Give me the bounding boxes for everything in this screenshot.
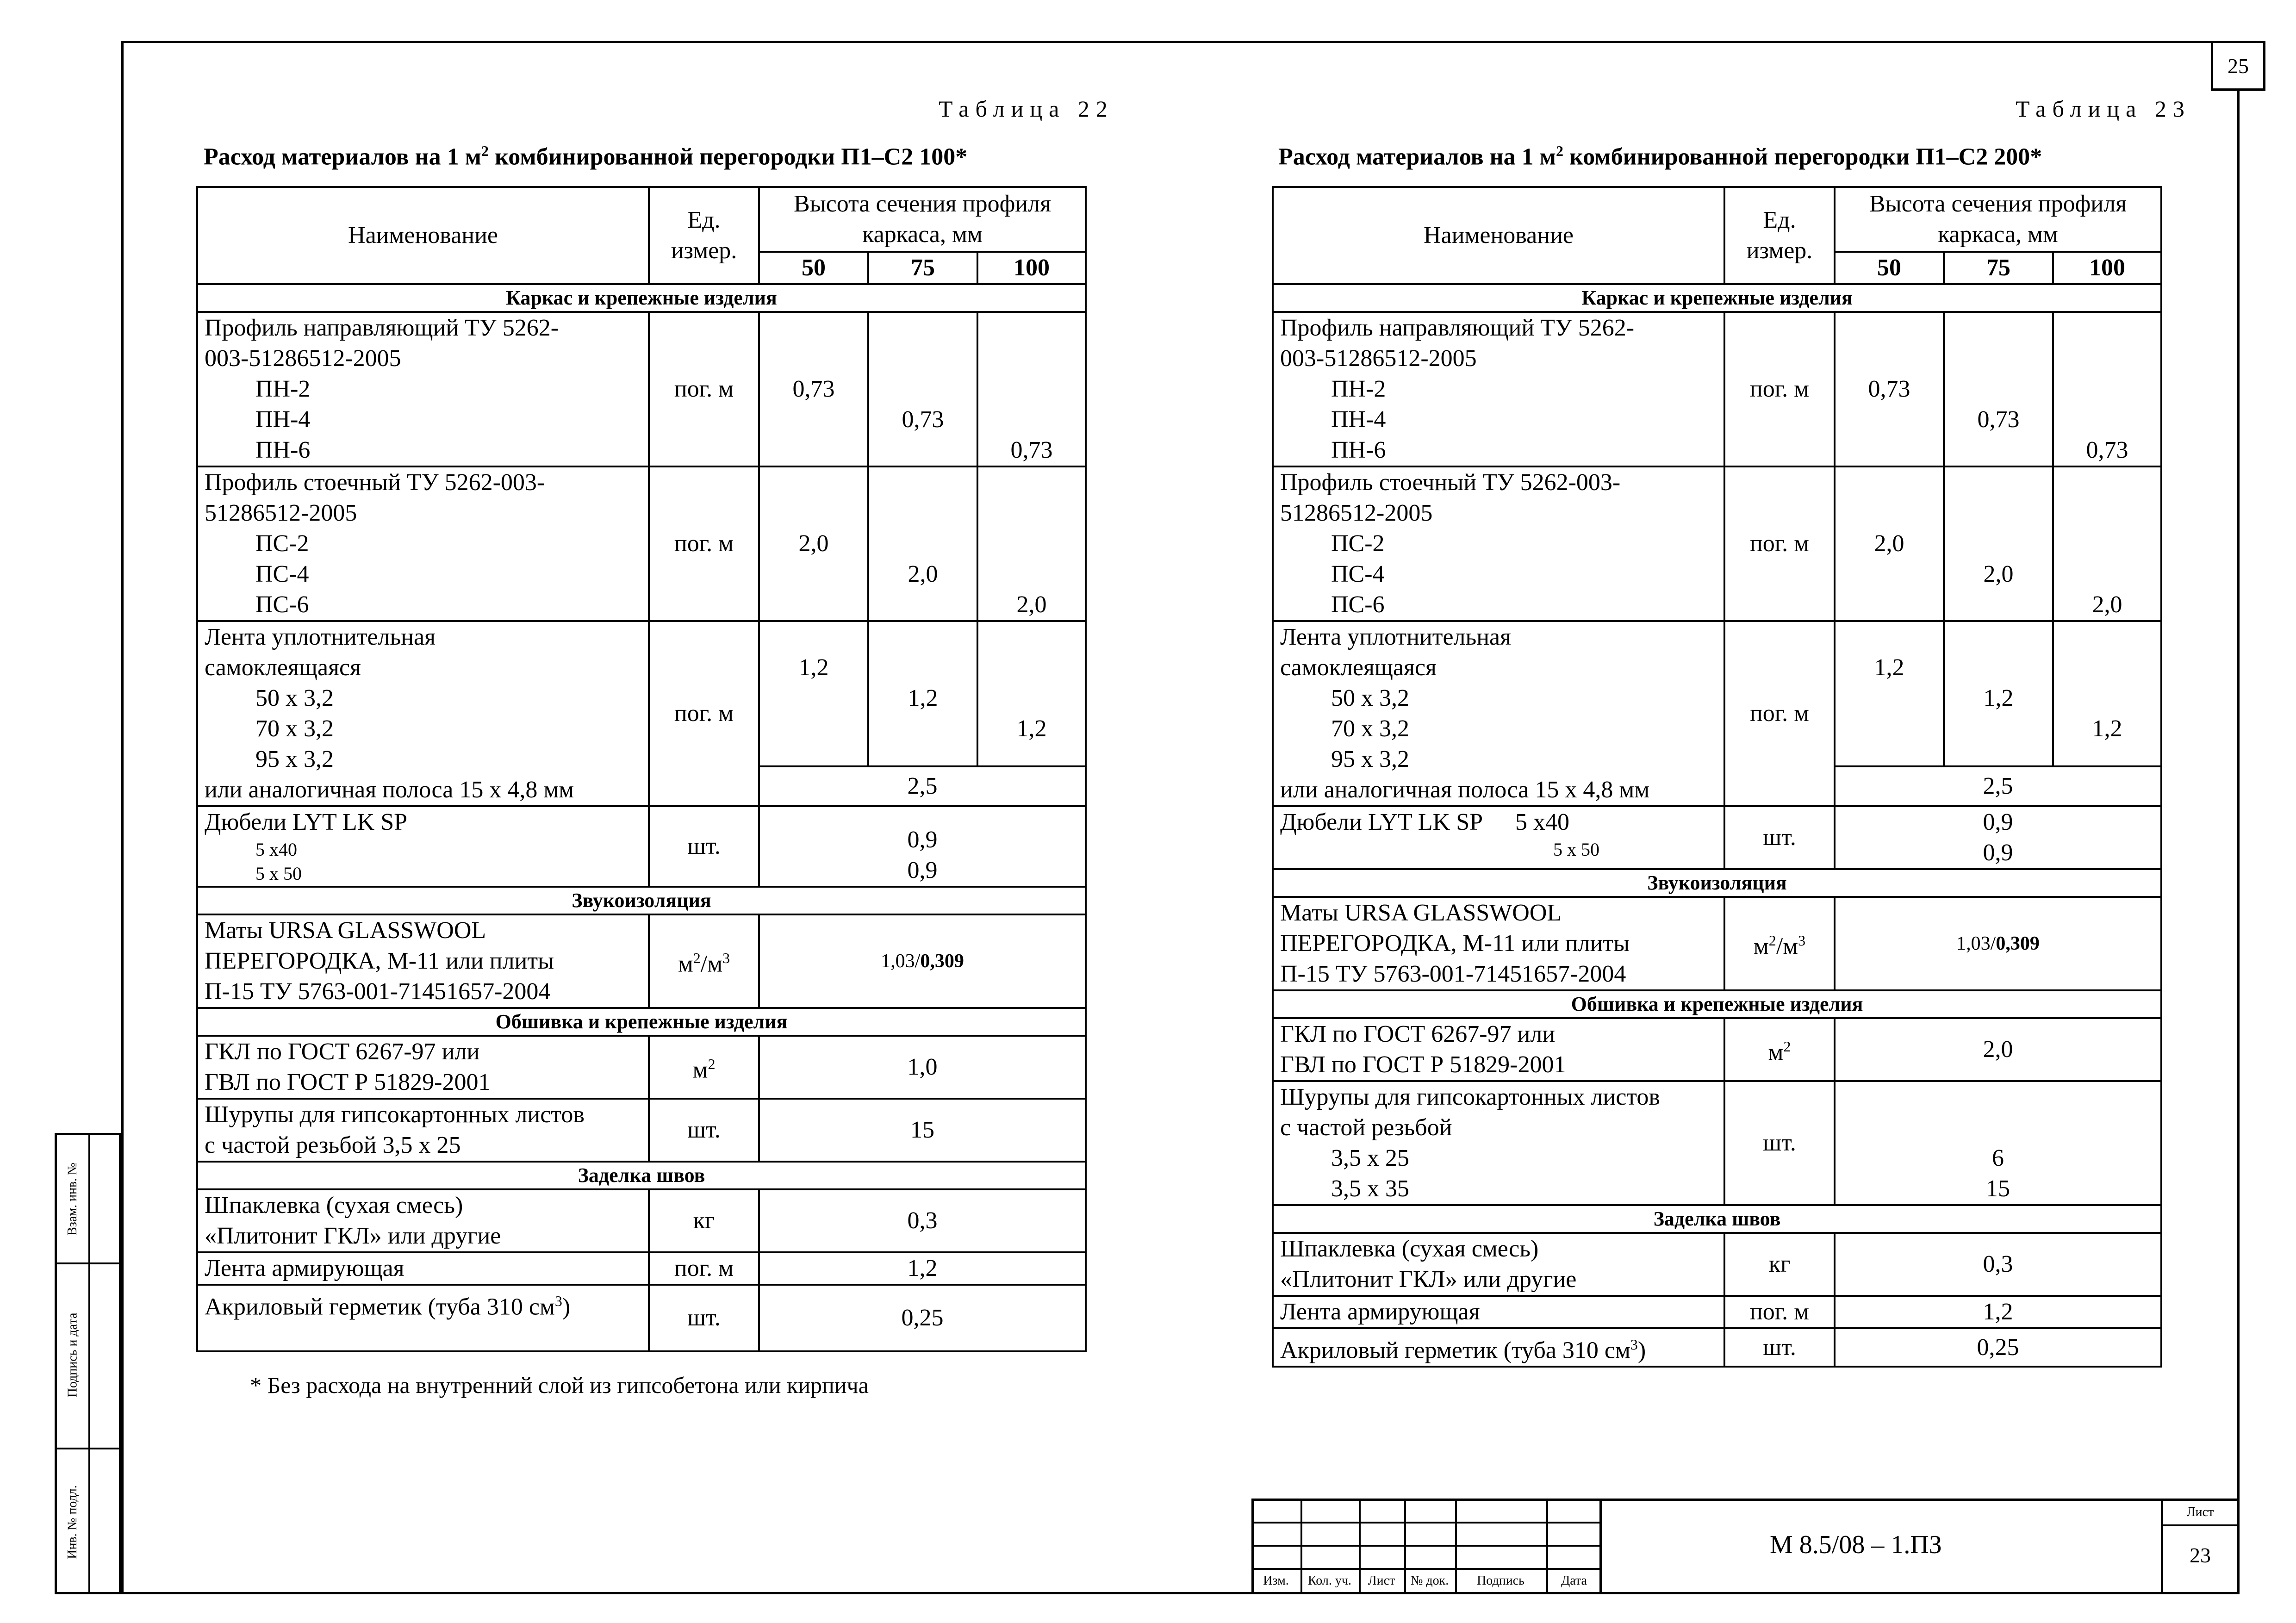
table23-title: Расход материалов на 1 $м^2$ комбинированной перегородки П1–С2 200* xyxy=(1278,143,2042,170)
table22-number: Таблица 22 xyxy=(939,96,1114,122)
table-row: Дюбели LYT LK SP 5 х40 5 х 50 шт. 0,9 0,9 xyxy=(197,806,1086,887)
table-row: Маты URSA GLASSWOOL ПЕРЕГОРОДКА, М-11 или плиты П-15 ТУ 5763-001-71451657-2004 $м^2/м^3$ 1,03/0,309 xyxy=(1273,897,2161,990)
title-block xyxy=(1251,1499,2240,1594)
table-row: ГКЛ по ГОСТ 6267-97 или ГВЛ по ГОСТ Р 51829-2001 $м^2$ 1,0 xyxy=(197,1036,1086,1099)
table-row: Дюбели LYT LK SP 5 х40 5 х 50 шт. 0,9 0,9 xyxy=(1273,806,2161,869)
section-sound: Звукоизоляция xyxy=(197,887,1086,914)
binding-podpis-data: Подпись и дата xyxy=(65,1312,80,1398)
table-row: 2,5 xyxy=(197,766,1086,806)
tb-izm: Изм. xyxy=(1263,1573,1289,1588)
tb-sheet-label: Лист xyxy=(2186,1505,2214,1519)
table-row: Шурупы для гипсокартонных листов с частой резьбой 3,5 х 25 шт. 15 xyxy=(197,1099,1086,1162)
col-header-100: 100 xyxy=(977,252,1086,284)
section-seams: Заделка швов xyxy=(197,1162,1086,1189)
col-header-50: 50 xyxy=(759,252,868,284)
table-row: Профиль направляющий ТУ 5262- 003-51286512-2005 ПН-2 ПН-4 ПН-6 пог. м 0,73 0,73 0,73 xyxy=(197,312,1086,466)
table-row: 2,5 xyxy=(1273,766,2161,806)
table-row: Лента уплотнительная самоклеящаяся 50 х 3,2 70 х 3,2 95 х 3,2 или аналогичная полоса 15 х 4,8 мм пог. м 1,2 1,2 1,2 xyxy=(1273,621,2161,766)
section-sheath: Обшивка и крепежные изделия xyxy=(197,1008,1086,1036)
table22 xyxy=(196,186,1087,1352)
tb-document-code: М 8.5/08 – 1.ПЗ xyxy=(1770,1530,1942,1559)
table-row: Маты URSA GLASSWOOL ПЕРЕГОРОДКА, М-11 или плиты П-15 ТУ 5763-001-71451657-2004 $м^2/м^3$ 1,03/0,309 xyxy=(197,914,1086,1008)
col-header-50: 50 xyxy=(1835,252,1944,284)
col-header-height: Высота сечения профиля каркаса, мм xyxy=(759,187,1086,252)
tb-n-dok: № док. xyxy=(1410,1573,1449,1588)
section-sound: Звукоизоляция xyxy=(1273,869,2161,897)
col-header-name: Наименование xyxy=(197,187,649,284)
table-row: Шпаклевка (сухая смесь) «Плитонит ГКЛ» или другие кг 0,3 xyxy=(1273,1233,2161,1296)
binding-vzam-inv: Взам. инв. № xyxy=(65,1162,80,1236)
table-row: Профиль направляющий ТУ 5262- 003-51286512-2005 ПН-2 ПН-4 ПН-6 пог. м 0,73 0,73 0,73 xyxy=(1273,312,2161,466)
col-header-unit: Ед. измер. xyxy=(649,187,759,284)
col-header-name: Наименование xyxy=(1273,187,1724,284)
table-row: Акриловый герметик (туба 310 $см^3$) шт. 0,25 xyxy=(197,1285,1086,1351)
col-header-100: 100 xyxy=(2053,252,2161,284)
table-row: Шурупы для гипсокартонных листов с частой резьбой 3,5 х 25 3,5 х 35 шт. 6 15 xyxy=(1273,1081,2161,1205)
tb-kol-uch: Кол. уч. xyxy=(1308,1573,1351,1588)
table-row: Профиль стоечный ТУ 5262-003- 51286512-2005 ПС-2 ПС-4 ПС-6 пог. м 2,0 2,0 2,0 xyxy=(197,466,1086,621)
binding-inv-podl: Инв. № подл. xyxy=(65,1485,80,1559)
tb-sheet-number: 23 xyxy=(2190,1543,2211,1567)
section-frame: Каркас и крепежные изделия xyxy=(1273,284,2161,312)
col-header-75: 75 xyxy=(868,252,977,284)
tb-data: Дата xyxy=(1561,1573,1587,1588)
table22-title: Расход материалов на 1 $м^2$ комбинированной перегородки П1–С2 100* xyxy=(204,143,968,170)
col-header-height: Высота сечения профиля каркаса, мм xyxy=(1835,187,2161,252)
col-header-75: 75 xyxy=(1944,252,2053,284)
table-row: Акриловый герметик (туба 310 $см^3$) шт. 0,25 xyxy=(1273,1328,2161,1367)
table23-number: Таблица 23 xyxy=(2016,96,2191,122)
table22-footnote: * Без расхода на внутренний слой из гипсобетона или кирпича xyxy=(250,1372,869,1398)
table-row: Лента армирующая пог. м 1,2 xyxy=(197,1252,1086,1285)
col-header-unit: Ед. измер. xyxy=(1724,187,1835,284)
page-number-top: 25 xyxy=(2211,41,2265,91)
table-row: Лента армирующая пог. м 1,2 xyxy=(1273,1296,2161,1328)
binding-stamp xyxy=(55,1133,121,1594)
table-row: Лента уплотнительная самоклеящаяся 50 х 3,2 70 х 3,2 95 х 3,2 или аналогичная полоса 15 х 4,8 мм пог. м 1,2 1,2 1,2 xyxy=(197,621,1086,766)
table23 xyxy=(1272,186,2162,1368)
table-row: ГКЛ по ГОСТ 6267-97 или ГВЛ по ГОСТ Р 51829-2001 $м^2$ 2,0 xyxy=(1273,1018,2161,1081)
tb-list: Лист xyxy=(1368,1573,1395,1588)
table-row: Шпаклевка (сухая смесь) «Плитонит ГКЛ» или другие кг 0,3 xyxy=(197,1189,1086,1252)
section-frame: Каркас и крепежные изделия xyxy=(197,284,1086,312)
section-sheath: Обшивка и крепежные изделия xyxy=(1273,990,2161,1018)
table-row: Профиль стоечный ТУ 5262-003- 51286512-2005 ПС-2 ПС-4 ПС-6 пог. м 2,0 2,0 2,0 xyxy=(1273,466,2161,621)
section-seams: Заделка швов xyxy=(1273,1205,2161,1233)
tb-podpis: Подпись xyxy=(1477,1573,1524,1588)
